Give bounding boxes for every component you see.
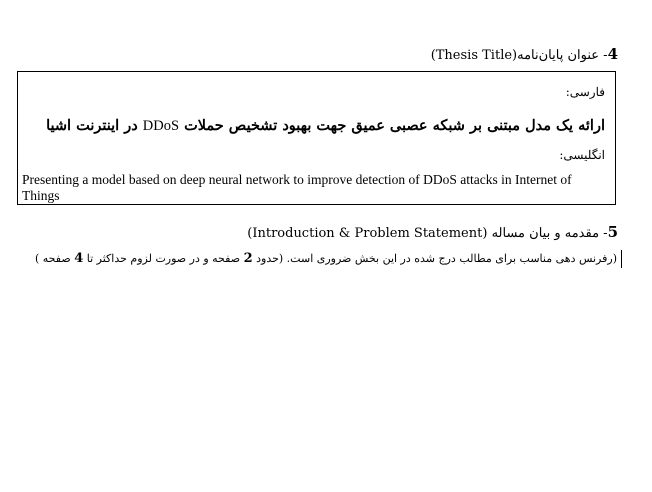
section-5-number: 5 bbox=[607, 223, 618, 241]
note-part1: (رفرنس دهی مناسب برای مطالب درج شده در این بخش ضروری است. (حدود bbox=[256, 252, 617, 265]
farsi-title bbox=[46, 117, 605, 135]
note-part2: صفحه و در صورت لزوم حداکثر تا bbox=[86, 252, 241, 265]
farsi-title-part2: در اینترنت اشیا bbox=[46, 117, 138, 134]
note-max-pages: 4 bbox=[74, 251, 84, 266]
farsi-label: فارسی: bbox=[565, 85, 605, 99]
farsi-title-ddos: DDoS bbox=[142, 118, 180, 134]
thesis-title-box bbox=[17, 71, 616, 205]
section-5-heading bbox=[247, 224, 618, 242]
introduction-note[interactable] bbox=[35, 250, 622, 268]
english-title: Presenting a model based on deep neural network to improve detection of DDoS attacks in Internet of Things bbox=[22, 172, 572, 203]
section-4-number: 4 bbox=[607, 45, 618, 63]
section-4-title: - عنوان پایان‌نامه(Thesis Title) bbox=[430, 48, 608, 63]
section-5-title: - مقدمه و بیان مساله (Introduction & Problem Statement) bbox=[247, 226, 608, 241]
section-4-heading bbox=[431, 46, 618, 64]
farsi-title-part1: ارائه یک مدل مبتنی بر شبکه عصبی عمیق جهت بهبود تشخیص حملات bbox=[184, 117, 605, 134]
english-label: انگلیسی: bbox=[559, 148, 605, 162]
note-part3: صفحه ) bbox=[35, 252, 71, 265]
note-min-pages: 2 bbox=[243, 251, 253, 266]
